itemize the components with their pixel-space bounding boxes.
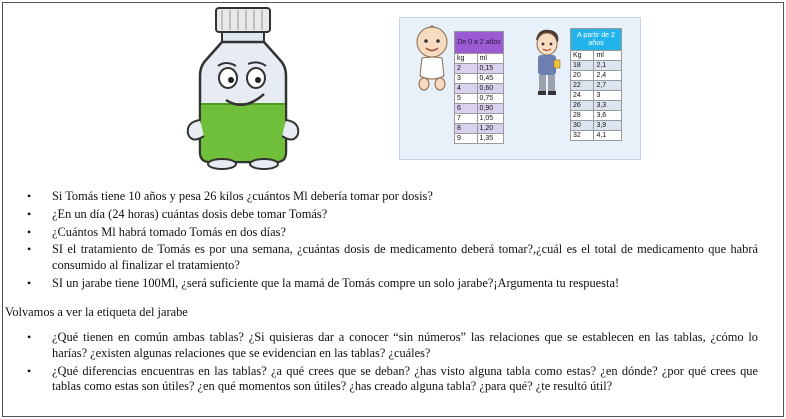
- infant-table-header: De 0 a 2 años: [455, 32, 504, 54]
- infant-col-kg: kg: [455, 54, 478, 64]
- table-cell-ml: 0,15: [477, 64, 503, 74]
- table-cell-kg: 24: [571, 91, 594, 101]
- question-text: ¿Qué diferencias encuentras en las tablas? ¿a qué crees que se deban? ¿has visto alguna tabla como estas? ¿en dónde? ¿por qué crees que tablas como estas son útiles? ¿en qué momentos son útiles? ¿has creado alguna tabla? ¿para qué? ¿te resultó útil?: [52, 363, 758, 394]
- table-row: [571, 101, 622, 111]
- table-row: [455, 94, 504, 104]
- table-row: [571, 121, 622, 131]
- table-cell-kg: 30: [571, 121, 594, 131]
- table-cell-ml: 0,90: [477, 104, 503, 114]
- table-cell-ml: 0,60: [477, 84, 503, 94]
- table-row: [455, 84, 504, 94]
- table-row: [455, 104, 504, 114]
- table-cell-ml: 2,4: [594, 71, 622, 81]
- bullet: •: [27, 275, 32, 290]
- infant-table-body: [455, 64, 504, 144]
- child-dose-table: [570, 28, 622, 141]
- question-text: ¿Qué tienen en común ambas tablas? ¿Si quisieras dar a conocer “sin números” las relaciones que se establecen en las tablas, ¿cómo lo harías? ¿existen algunas relaciones que se evidencian en las tablas? ¿cuáles?: [52, 330, 758, 360]
- bullet: •: [27, 363, 32, 378]
- table-cell-kg: 5: [455, 94, 478, 104]
- table-cell-kg: 32: [571, 131, 594, 141]
- bullet: •: [27, 189, 32, 203]
- table-cell-ml: 1,35: [477, 134, 503, 144]
- table-row: [455, 74, 504, 84]
- table-row: [571, 91, 622, 101]
- dosage-infographic: [399, 17, 641, 160]
- table-cell-ml: 3,3: [594, 101, 622, 111]
- table-row: [455, 64, 504, 74]
- table-cell-ml: 1,05: [477, 114, 503, 124]
- question-text: SI un jarabe tiene 100Ml, ¿será suficiente que la mamá de Tomás compre un solo jarabe?¡Argumenta tu respuesta!: [52, 275, 620, 290]
- table-cell-kg: 22: [571, 81, 594, 91]
- list-item: [27, 206, 758, 223]
- question-list-2: [27, 330, 758, 395]
- question-text: ¿En un día (24 horas) cuántas dosis debe tomar Tomás?: [52, 206, 328, 221]
- bottle-illustration: [178, 4, 308, 172]
- child-table-body: [571, 61, 622, 141]
- question-text: ¿Cuántos Ml habrá tomado Tomás en dos días?: [52, 224, 286, 239]
- infant-col-ml: ml: [477, 54, 503, 64]
- list-item: [27, 242, 758, 274]
- infant-dose-table: [454, 31, 504, 144]
- table-row: [455, 124, 504, 134]
- table-row: [455, 114, 504, 124]
- table-cell-kg: 20: [571, 71, 594, 81]
- bullet: •: [27, 242, 32, 257]
- child-table-header: A partir de 2 años: [571, 29, 622, 51]
- table-cell-ml: 1,20: [477, 124, 503, 134]
- table-cell-ml: 3,9: [594, 121, 622, 131]
- table-cell-ml: 2,7: [594, 81, 622, 91]
- bullet: •: [27, 206, 32, 221]
- table-row: [571, 71, 622, 81]
- baby-icon: [414, 24, 450, 94]
- table-cell-kg: 7: [455, 114, 478, 124]
- table-cell-ml: 4,1: [594, 131, 622, 141]
- table-row: [571, 81, 622, 91]
- list-item: [27, 363, 758, 396]
- table-cell-kg: 3: [455, 74, 478, 84]
- table-cell-ml: 3: [594, 91, 622, 101]
- list-item: [27, 330, 758, 362]
- bullet: •: [27, 330, 32, 344]
- list-item: [27, 189, 758, 205]
- table-cell-kg: 4: [455, 84, 478, 94]
- table-row: [571, 131, 622, 141]
- table-cell-ml: 3,6: [594, 111, 622, 121]
- table-cell-kg: 26: [571, 101, 594, 111]
- question-list-1: [27, 189, 758, 292]
- table-cell-kg: 6: [455, 104, 478, 114]
- list-item: [27, 224, 758, 241]
- table-cell-ml: 0,45: [477, 74, 503, 84]
- child-col-ml: ml: [594, 51, 622, 61]
- table-cell-kg: 9: [455, 134, 478, 144]
- table-cell-kg: 2: [455, 64, 478, 74]
- section-text: Volvamos a ver la etiqueta del jarabe: [5, 305, 188, 319]
- table-row: [571, 111, 622, 121]
- child-col-kg: Kg: [571, 51, 594, 61]
- table-cell-ml: 0,75: [477, 94, 503, 104]
- question-text: Si Tomás tiene 10 años y pesa 26 kilos ¿cuántos Ml debería tomar por dosis?: [52, 189, 433, 203]
- list-item: [27, 275, 758, 292]
- table-row: [455, 134, 504, 144]
- table-cell-ml: 2,1: [594, 61, 622, 71]
- table-row: [571, 61, 622, 71]
- table-cell-kg: 28: [571, 111, 594, 121]
- boy-icon: [530, 28, 564, 98]
- bullet: •: [27, 224, 32, 239]
- table-cell-kg: 18: [571, 61, 594, 71]
- table-cell-kg: 8: [455, 124, 478, 134]
- question-text: SI el tratamiento de Tomás es por una semana, ¿cuántas dosis de medicamento deberá tomar?,¿cuál es el total de medicamento que habrá consumido al finalizar el tratamiento?: [52, 242, 758, 273]
